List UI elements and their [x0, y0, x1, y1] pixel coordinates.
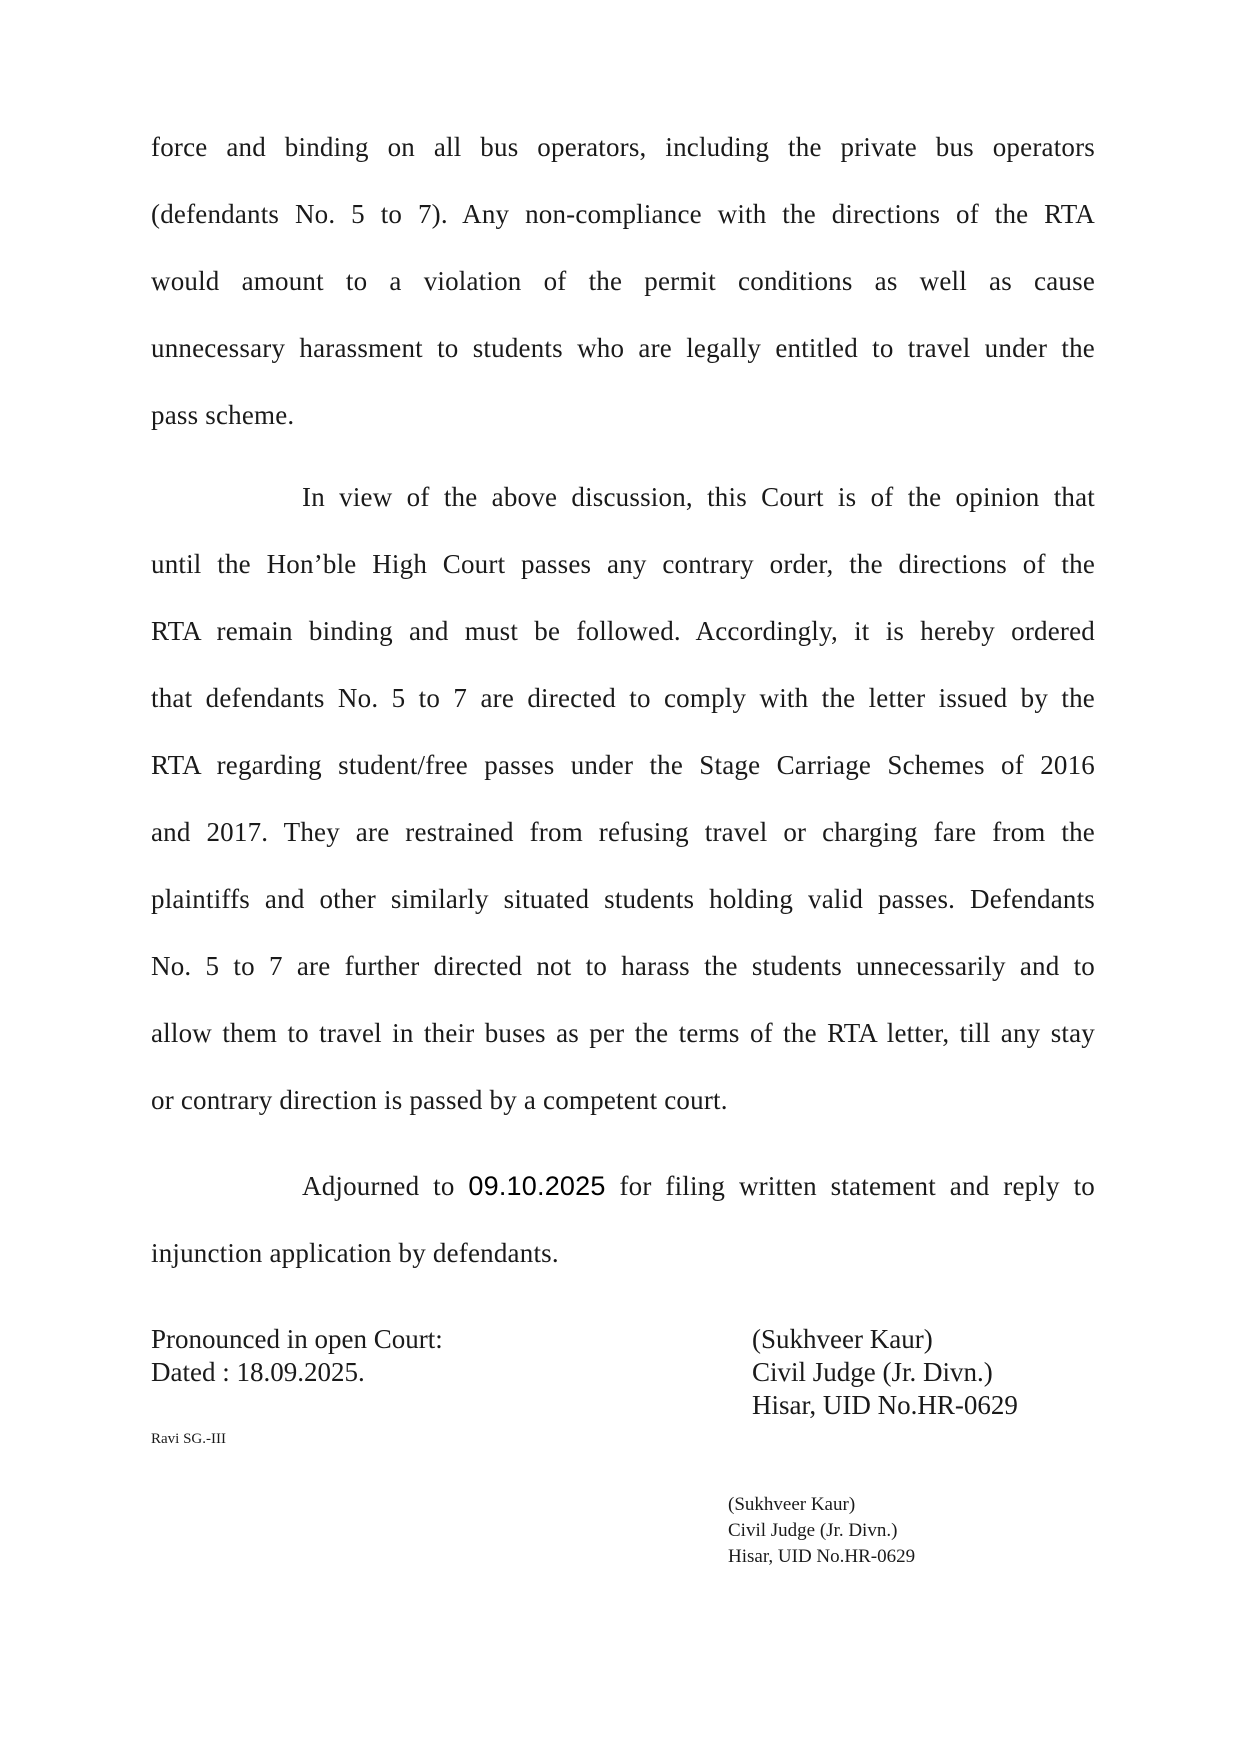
pronounced-text: Pronounced in open Court: — [151, 1324, 443, 1354]
signature-title: Civil Judge (Jr. Divn.) — [752, 1357, 993, 1387]
adjournment-suffix: for filing written statement and reply to — [619, 1171, 1095, 1201]
next-hearing-date: 09.10.2025 — [468, 1171, 606, 1201]
paragraph-line: RTA regarding student/free passes under the Stage Carriage Schemes of 2016 — [151, 750, 1095, 780]
paragraph-line: allow them to travel in their buses as per the terms of the RTA letter, till any stay — [151, 1018, 1095, 1048]
signature-name: (Sukhveer Kaur) — [752, 1324, 933, 1354]
paragraph-line: plaintiffs and other similarly situated students holding valid passes. Defendants — [151, 884, 1095, 914]
paragraph-line: force and binding on all bus operators, including the private bus operators — [151, 132, 1095, 162]
stamp-title: Civil Judge (Jr. Divn.) — [728, 1520, 898, 1541]
paragraph-line: (defendants No. 5 to 7). Any non-compliance with the directions of the RTA — [151, 199, 1095, 229]
paragraph-line: injunction application by defendants. — [151, 1238, 559, 1268]
paragraph-line: and 2017. They are restrained from refusing travel or charging fare from the — [151, 817, 1095, 847]
paragraph-line: that defendants No. 5 to 7 are directed to comply with the letter issued by the — [151, 683, 1095, 713]
paragraph-line: RTA remain binding and must be followed. Accordingly, it is hereby ordered — [151, 616, 1095, 646]
paragraph-line: until the Hon’ble High Court passes any contrary order, the directions of the — [151, 549, 1095, 579]
adjournment-line — [302, 1169, 1095, 1203]
paragraph-line: unnecessary harassment to students who are legally entitled to travel under the — [151, 333, 1095, 363]
stamp-place: Hisar, UID No.HR-0629 — [728, 1546, 916, 1567]
adjournment-prefix: Adjourned to — [302, 1171, 455, 1201]
signature-place: Hisar, UID No.HR-0629 — [752, 1390, 1018, 1420]
paragraph-line: No. 5 to 7 are further directed not to harass the students unnecessarily and to — [151, 951, 1095, 981]
pronouncement-block — [151, 1323, 443, 1389]
official-stamp — [728, 1492, 915, 1570]
signature-block — [752, 1323, 1018, 1422]
stamp-name: (Sukhveer Kaur) — [728, 1494, 856, 1515]
paragraph-line: pass scheme. — [151, 400, 295, 430]
typist-initials: Ravi SG.-III — [151, 1431, 226, 1447]
paragraph-line: or contrary direction is passed by a competent court. — [151, 1085, 728, 1115]
dated-text: Dated : 18.09.2025. — [151, 1357, 365, 1387]
paragraph-line: would amount to a violation of the permit conditions as well as cause — [151, 266, 1095, 296]
paragraph-line: In view of the above discussion, this Court is of the opinion that — [302, 482, 1095, 512]
